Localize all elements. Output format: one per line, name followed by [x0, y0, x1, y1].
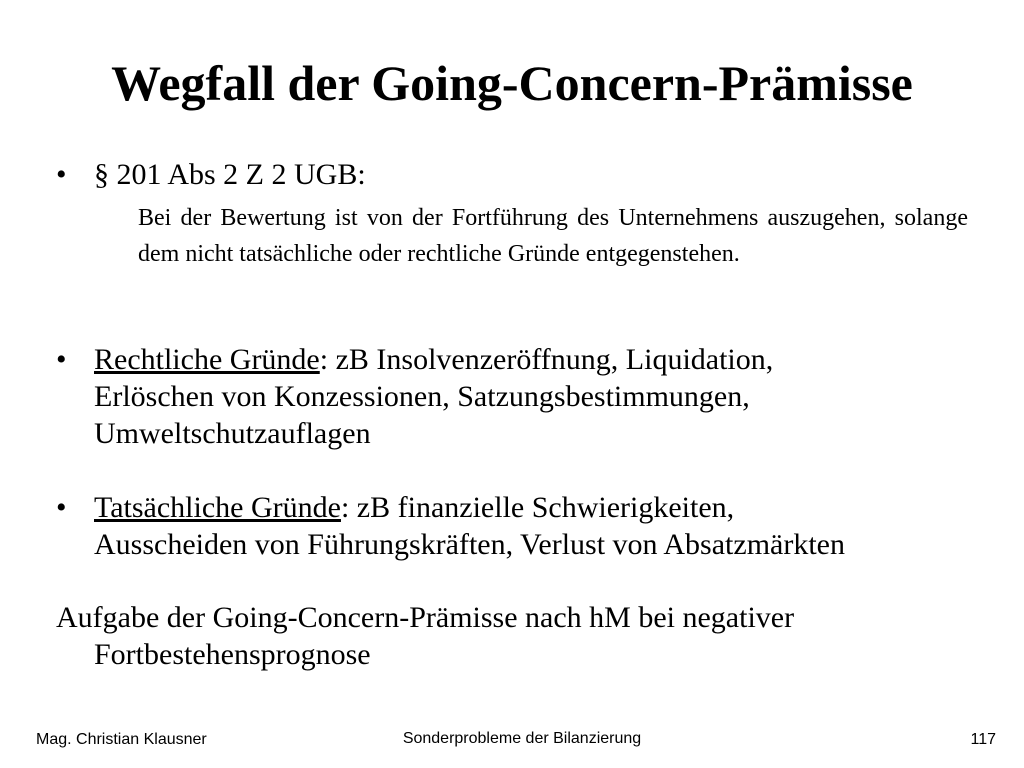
conclusion-line2: Fortbestehensprognose — [94, 638, 371, 671]
footer-topic: Sonderprobleme der Bilanzierung — [402, 730, 642, 747]
bullet-icon: • — [56, 158, 67, 191]
footer-author: Mag. Christian Klausner — [36, 731, 207, 748]
bullet-text-line3: Umweltschutzauflagen — [94, 417, 371, 450]
bullet-term: Tatsächliche Gründe — [94, 491, 341, 524]
bullet-text-line2: Ausscheiden von Führungskräften, Verlust von Absatzmärkten — [94, 528, 845, 561]
law-quote: Bei der Bewertung ist von der Fortführung des Unternehmens auszugehen, solange dem nicht tatsächliche oder rechtliche Gründe entgegenstehen. — [138, 205, 968, 267]
bullet-text-line2: Erlöschen von Konzessionen, Satzungsbestimmungen, — [94, 380, 750, 413]
bullet-text — [94, 341, 994, 452]
conclusion-text — [56, 599, 976, 673]
conclusion-line1: Aufgabe der Going-Concern-Prämisse nach hM bei negativer — [56, 601, 795, 634]
footer-page-number: 117 — [970, 731, 996, 748]
bullet-text: § 201 Abs 2 Z 2 UGB: — [94, 158, 366, 191]
bullet-icon: • — [56, 491, 67, 524]
bullet-icon: • — [56, 343, 67, 376]
bullet-text-line1: : zB finanzielle Schwierigkeiten, — [340, 491, 735, 524]
slide-title: Wegfall der Going-Concern-Prämisse — [111, 55, 913, 111]
bullet-text-line1: : zB Insolvenzeröffnung, Liquidation, — [319, 343, 774, 376]
bullet-term: Rechtliche Gründe — [94, 343, 320, 376]
bullet-text — [94, 489, 994, 563]
